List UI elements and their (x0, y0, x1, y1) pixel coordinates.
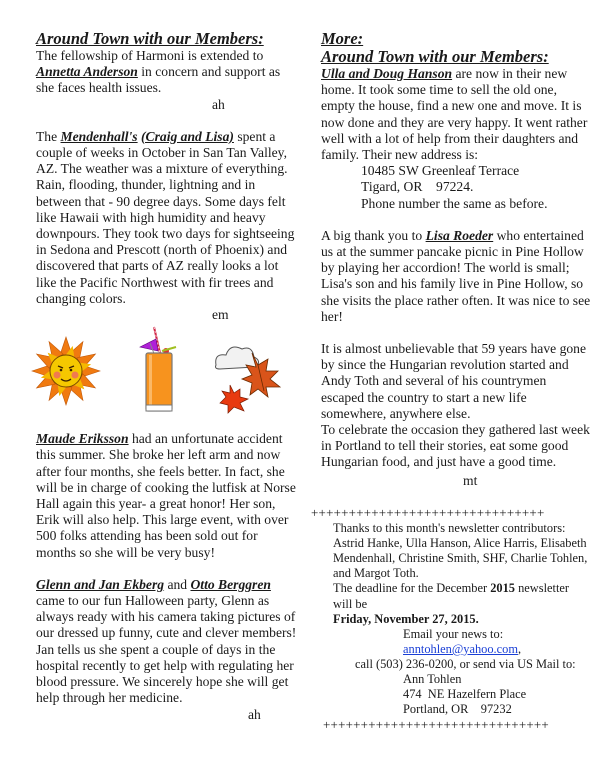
contributors-thanks: Thanks to this month's newsletter contributors: Astrid Hanke, Ulla Hanson, Alice Harris, Elisabeth Mendenhall, Christine Smith, SHF, Charlie Tohlen, and Margot Toth. (333, 521, 588, 581)
signature: ah (212, 96, 225, 112)
address-block: 10485 SW Greenleaf Terrace Tigard, OR 97224. Phone number the same as before. (361, 163, 548, 211)
item-hanson: Ulla and Doug Hanson are now in their new home. It took some time to sell the old one, empty the house, find a new one and move. It is now done and they are very happy. It went rather well with a lot of help from their daughters and family. Their new address is: (321, 66, 588, 163)
email-link[interactable]: anntohlen@yahoo.com (403, 641, 518, 656)
item-annetta-anderson: The fellowship of Harmoni is extended to Annetta Anderson in concern and support as she faces health issues. (36, 48, 281, 96)
autumn-leaves-icon (212, 335, 292, 415)
member-name: (Craig and Lisa) (141, 128, 234, 144)
section-heading: Around Town with our Members: (36, 29, 264, 48)
member-name: Mendenhall's (60, 128, 138, 144)
call-line: call (503) 236-0200, or send via US Mail to: (355, 656, 576, 671)
signature: em (212, 307, 229, 323)
member-name: Glenn and Jan Ekberg (36, 576, 165, 592)
sun-icon (30, 335, 102, 407)
clipart-row (36, 331, 298, 423)
member-name: Annetta Anderson (36, 64, 138, 80)
item-lisa-roeder: A big thank you to Lisa Roeder who entertained us at the summer pancake picnic in Pine Hollow by playing her accordion! The world is small; Lisa's son and his family live in Pine Hollow, so she visits the place rather often. It was nice to see her! (321, 227, 591, 324)
divider-top: +++++++++++++++++++++++++++++++ (311, 504, 545, 520)
footer-block (321, 521, 591, 717)
email-block: Email your news to: anntohlen@yahoo.com, (403, 626, 522, 656)
divider-bottom: ++++++++++++++++++++++++++++++ (323, 717, 549, 733)
item-mendenhall: The Mendenhall's (Craig and Lisa) spent a couple of weeks in October in San Tan Valley, AZ. The weather was a mixture of everything. Rain, flooding, thunder, lightning and in between that - 90 degree days. Some days felt like Hawaii with high humidity and heavy downpours. They took two days for sightseeing in Sedona and Prescott (north of Phoenix) and discovered that parts of AZ really looks a lot like the Pacific Northwest with fir trees and changing colors. (36, 128, 295, 306)
tropical-drink-icon (132, 325, 188, 415)
mail-address: Ann Tohlen 474 NE Hazelfern Place Portland, OR 97232 (403, 672, 527, 717)
signature: mt (463, 472, 478, 488)
signature: ah (248, 706, 261, 722)
member-name: Maude Eriksson (36, 431, 129, 447)
member-name: Ulla and Doug Hanson (321, 66, 453, 81)
right-column (311, 29, 591, 734)
member-name: Otto Berggren (190, 576, 271, 592)
section-heading-more: More: (321, 29, 364, 48)
item-ekberg-berggren: Glenn and Jan Ekberg and Otto Berggren came to our fun Halloween party, Glenn as always ready with his camera taking pictures of our dressed up funny, cute and clever members! Jan tells us she spent a couple of days in the hospital recently to get help with regulating her blood pressure. We sincerely hope she will get help through her medicine. (36, 576, 297, 706)
section-heading: Around Town with our Members: (321, 47, 549, 66)
item-maude-eriksson: Maude Eriksson had an unfortunate accident this summer. She broke her left arm and now after four months, she feels better. In fact, she will be in charge of cooking the lutfisk at Norse Hall again this year- a great honor! Her son, Erik will also help. This large event, with over 500 folks attending has been sold out for months so she will be very busy! (36, 431, 296, 560)
item-hungarian-revolution: It is almost unbelievable that 59 years have gone by since the Hungarian revolution started and Andy Toth and several of his countrymen escaped the country to start a new life somewhere, anywhere else. To celebrate the occasion they gathered last week in Portland to tell their stories, eat some good Hungarian food, and just have a good time. (321, 341, 590, 470)
member-name: Lisa Roeder (425, 227, 494, 243)
left-column (36, 30, 298, 723)
deadline-notice: The deadline for the December 2015 newsletter will be Friday, November 27, 2015. (333, 581, 570, 626)
deadline-date: Friday, November 27, 2015. (333, 611, 479, 626)
